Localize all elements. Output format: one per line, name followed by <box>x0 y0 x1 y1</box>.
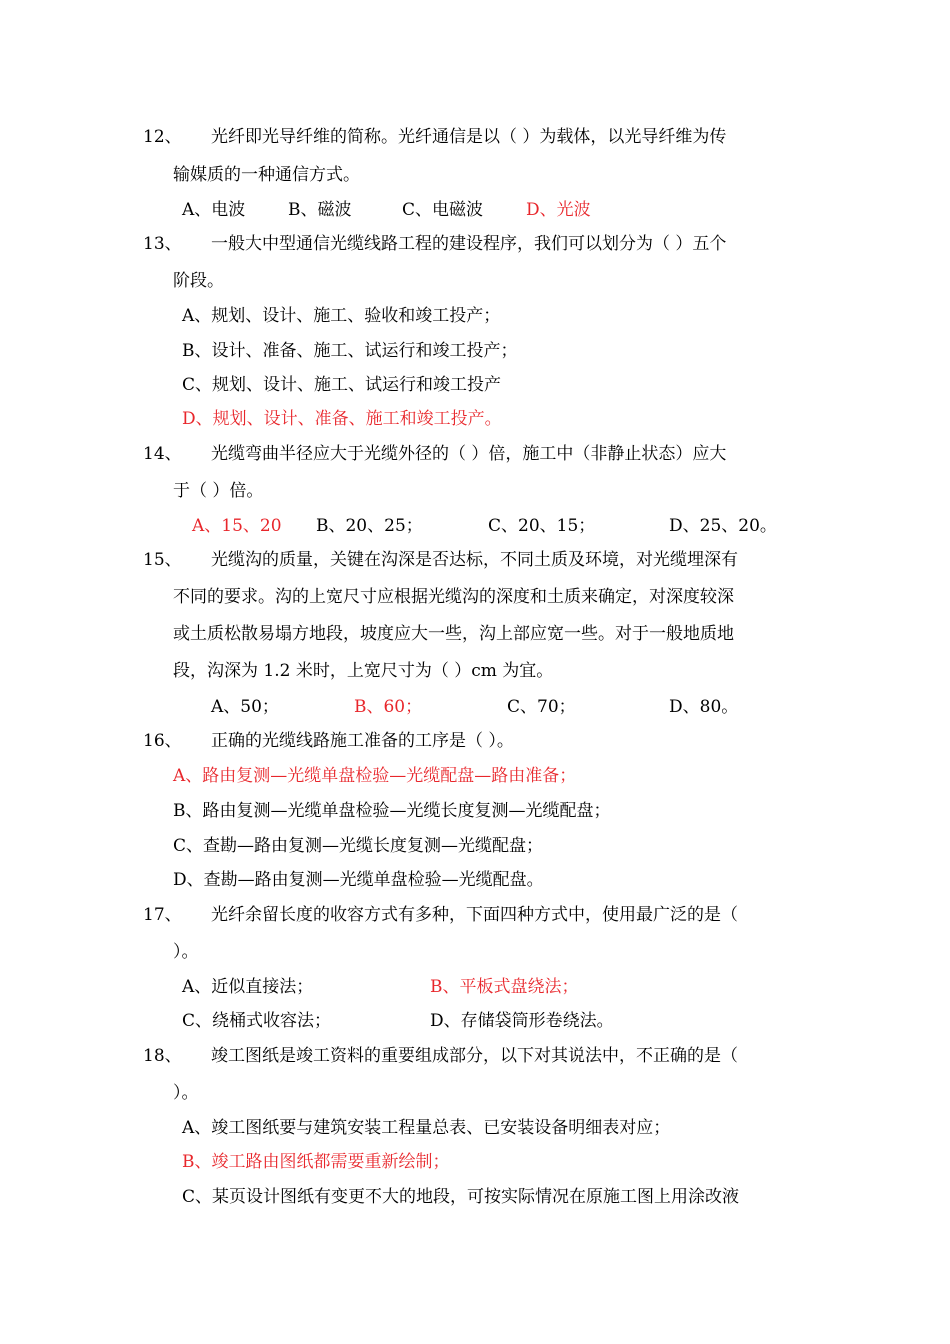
option-c: C、规划、设计、施工、试运行和竣工投产 <box>182 375 502 395</box>
option-d: D、存储袋筒形卷绕法。 <box>430 1011 614 1031</box>
option-a: A、规划、设计、施工、验收和竣工投产； <box>182 306 501 326</box>
question-stem-line: 光纤余留长度的收容方式有多种，下面四种方式中，使用最广泛的是（ <box>211 905 738 925</box>
question-stem-line: 正确的光缆线路施工准备的工序是（ ）。 <box>211 731 514 751</box>
option-a-answer: A、路由复测—光缆单盘检验—光缆配盘—路由准备； <box>173 766 577 786</box>
option-b-answer: B、60； <box>354 697 423 717</box>
question-stem-line: 光缆弯曲半径应大于光缆外径的（ ）倍，施工中（非静止状态）应大 <box>211 444 727 464</box>
question-stem-line: 不同的要求。沟的上宽尺寸应根据光缆沟的深度和土质来确定，对深度较深 <box>173 587 734 607</box>
question-stem-line: 于（ ）倍。 <box>173 481 264 501</box>
option-d: D、查勘—路由复测—光缆单盘检验—光缆配盘。 <box>173 870 544 890</box>
option-c: C、电磁波 <box>402 200 484 220</box>
option-d: D、80。 <box>669 697 739 717</box>
option-b-answer: B、竣工路由图纸都需要重新绘制； <box>182 1152 450 1172</box>
option-b: B、路由复测—光缆单盘检验—光缆长度复测—光缆配盘； <box>173 801 611 821</box>
option-c: C、70； <box>507 697 576 717</box>
question-number: 15、 <box>143 550 182 570</box>
option-c: C、20、15； <box>488 516 596 536</box>
question-stem-line: 竣工图纸是竣工资料的重要组成部分，以下对其说法中，不正确的是（ <box>211 1046 738 1066</box>
question-stem-line: 一般大中型通信光缆线路工程的建设程序，我们可以划分为（ ）五个 <box>211 234 727 254</box>
question-stem-line: 段，沟深为 1.2 米时，上宽尺寸为（ ）cm 为宜。 <box>173 661 554 681</box>
option-d-answer: D、规划、设计、准备、施工和竣工投产。 <box>182 409 502 429</box>
question-stem-line: ）。 <box>173 942 199 962</box>
option-a: A、近似直接法； <box>182 977 314 997</box>
question-stem-line: 阶段。 <box>173 271 224 291</box>
question-number: 13、 <box>143 234 182 254</box>
option-a-answer: A、15、20 <box>192 516 282 536</box>
question-number: 18、 <box>143 1046 182 1066</box>
question-number: 17、 <box>143 905 182 925</box>
option-b: B、设计、准备、施工、试运行和竣工投产； <box>182 341 518 361</box>
option-d: D、25、20。 <box>669 516 777 536</box>
question-stem-line: 光纤即光导纤维的简称。光纤通信是以（ ）为载体，以光导纤维为传 <box>211 127 727 147</box>
option-b: B、磁波 <box>288 200 352 220</box>
option-a: A、50； <box>211 697 279 717</box>
option-c: C、查勘—路由复测—光缆长度复测—光缆配盘； <box>173 836 544 856</box>
question-number: 12、 <box>143 127 182 147</box>
option-a: A、电波 <box>182 200 246 220</box>
question-number: 14、 <box>143 444 182 464</box>
question-stem-line: ）。 <box>173 1083 199 1103</box>
option-d-answer: D、光波 <box>526 200 591 220</box>
question-number: 16、 <box>143 731 182 751</box>
option-b-answer: B、平板式盘绕法； <box>430 977 579 997</box>
option-c: C、绕桶式收容法； <box>182 1011 332 1031</box>
option-c: C、某页设计图纸有变更不大的地段，可按实际情况在原施工图上用涂改液 <box>182 1187 740 1207</box>
question-stem-line: 或土质松散易塌方地段，坡度应大一些，沟上部应宽一些。对于一般地质地 <box>173 624 734 644</box>
question-stem-line: 输媒质的一种通信方式。 <box>173 165 360 185</box>
question-stem-line: 光缆沟的质量，关键在沟深是否达标，不同土质及环境，对光缆埋深有 <box>211 550 738 570</box>
option-a: A、竣工图纸要与建筑安装工程量总表、已安装设备明细表对应； <box>182 1118 671 1138</box>
option-b: B、20、25； <box>316 516 423 536</box>
